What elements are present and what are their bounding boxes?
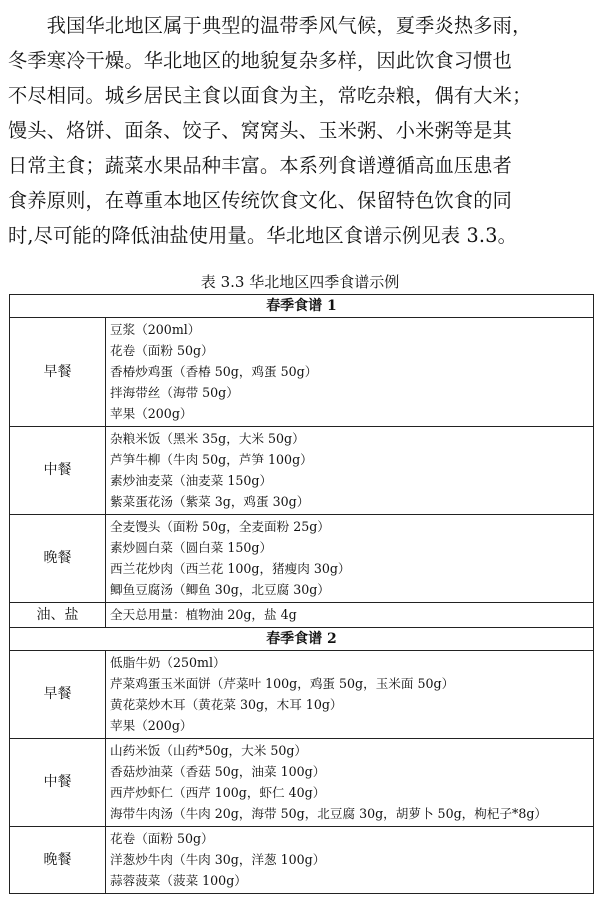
table-row [10, 651, 594, 739]
table-row [10, 603, 594, 628]
food-item: 拌海带丝（海带 50g） [110, 385, 239, 400]
food-item: 苹果（200g） [110, 406, 193, 421]
paragraph-line: 我国华北地区属于典型的温带季风气候，夏季炎热多雨， [8, 14, 532, 37]
food-item: 洋葱炒牛肉（牛肉 30g，洋葱 100g） [110, 852, 326, 867]
food-item: 素炒油麦菜（油麦菜 150g） [110, 473, 273, 488]
meal-label-lunch: 中餐 [10, 427, 106, 515]
food-item: 海带牛肉汤（牛肉 20g，海带 50g，北豆腐 30g，胡萝卜 50g，枸杞子*8g） [110, 806, 547, 821]
food-item: 豆浆（200ml） [110, 322, 201, 337]
menu-header-row [10, 295, 594, 318]
food-item: 苹果（200g） [110, 718, 193, 733]
meal-label-lunch: 中餐 [10, 739, 106, 827]
meal-items [106, 427, 594, 515]
food-item: 紫菜蛋花汤（紫菜 3g，鸡蛋 30g） [110, 494, 310, 509]
food-item: 西芹炒虾仁（西芹 100g，虾仁 40g） [110, 785, 326, 800]
table-row [10, 515, 594, 603]
meal-items [106, 739, 594, 827]
food-item: 香菇炒油菜（香菇 50g，油菜 100g） [110, 764, 326, 779]
table-row [10, 739, 594, 827]
table-row [10, 827, 594, 894]
table-caption: 表 3.3 华北地区四季食谱示例 [200, 273, 400, 291]
food-item: 全麦馒头（面粉 50g，全麦面粉 25g） [110, 519, 330, 534]
food-item: 蒜蓉菠菜（菠菜 100g） [110, 873, 247, 888]
food-item: 素炒圆白菜（圆白菜 150g） [110, 540, 273, 555]
paragraph-line: 食养原则，在尊重本地区传统饮食文化、保留特色饮食的同 [8, 189, 513, 212]
food-item: 山药米饭（山药*50g，大米 50g） [110, 743, 308, 758]
food-item: 低脂牛奶（250ml） [110, 655, 226, 670]
paragraph-line: 日常主食；蔬菜水果品种丰富。本系列食谱遵循高血压患者 [8, 154, 513, 177]
table-row [10, 427, 594, 515]
meal-items [106, 651, 594, 739]
paragraph-line: 馒头、烙饼、面条、饺子、窝窝头、玉米粥、小米粥等是其 [8, 119, 513, 142]
meal-items [106, 827, 594, 894]
food-item: 黄花菜炒木耳（黄花菜 30g，木耳 10g） [110, 697, 343, 712]
food-item: 芹菜鸡蛋玉米面饼（芹菜叶 100g，鸡蛋 50g，玉米面 50g） [110, 676, 455, 691]
meal-items [106, 515, 594, 603]
seasonal-menu-table [9, 294, 594, 894]
paragraph-line: 时,尽可能的降低油盐使用量。华北地区食谱示例见表 3.3。 [8, 224, 518, 247]
food-item: 香椿炒鸡蛋（香椿 50g，鸡蛋 50g） [110, 364, 318, 379]
oil-salt-value: 全天总用量：植物油 20g，盐 4g [106, 603, 594, 628]
meal-label-dinner: 晚餐 [10, 827, 106, 894]
menu-title: 春季食谱 2 [10, 628, 594, 651]
menu-header-row [10, 628, 594, 651]
food-item: 杂粮米饭（黑米 35g，大米 50g） [110, 431, 305, 446]
paragraph-line: 冬季寒冷干燥。华北地区的地貌复杂多样，因此饮食习惯也 [8, 49, 513, 72]
paragraph-line: 不尽相同。城乡居民主食以面食为主，常吃杂粮，偶有大米； [8, 84, 532, 107]
food-item: 芦笋牛柳（牛肉 50g，芦笋 100g） [110, 452, 313, 467]
meal-label-dinner: 晚餐 [10, 515, 106, 603]
food-item: 花卷（面粉 50g） [110, 831, 214, 846]
meal-label-oil-salt: 油、盐 [10, 603, 106, 628]
meal-items [106, 318, 594, 427]
meal-label-breakfast: 早餐 [10, 318, 106, 427]
menu-title: 春季食谱 1 [10, 295, 594, 318]
food-item: 西兰花炒肉（西兰花 100g，猪瘦肉 30g） [110, 561, 351, 576]
food-item: 花卷（面粉 50g） [110, 343, 214, 358]
intro-paragraph [8, 8, 594, 253]
food-item: 鲫鱼豆腐汤（鲫鱼 30g，北豆腐 30g） [110, 582, 330, 597]
meal-label-breakfast: 早餐 [10, 651, 106, 739]
table-row [10, 318, 594, 427]
